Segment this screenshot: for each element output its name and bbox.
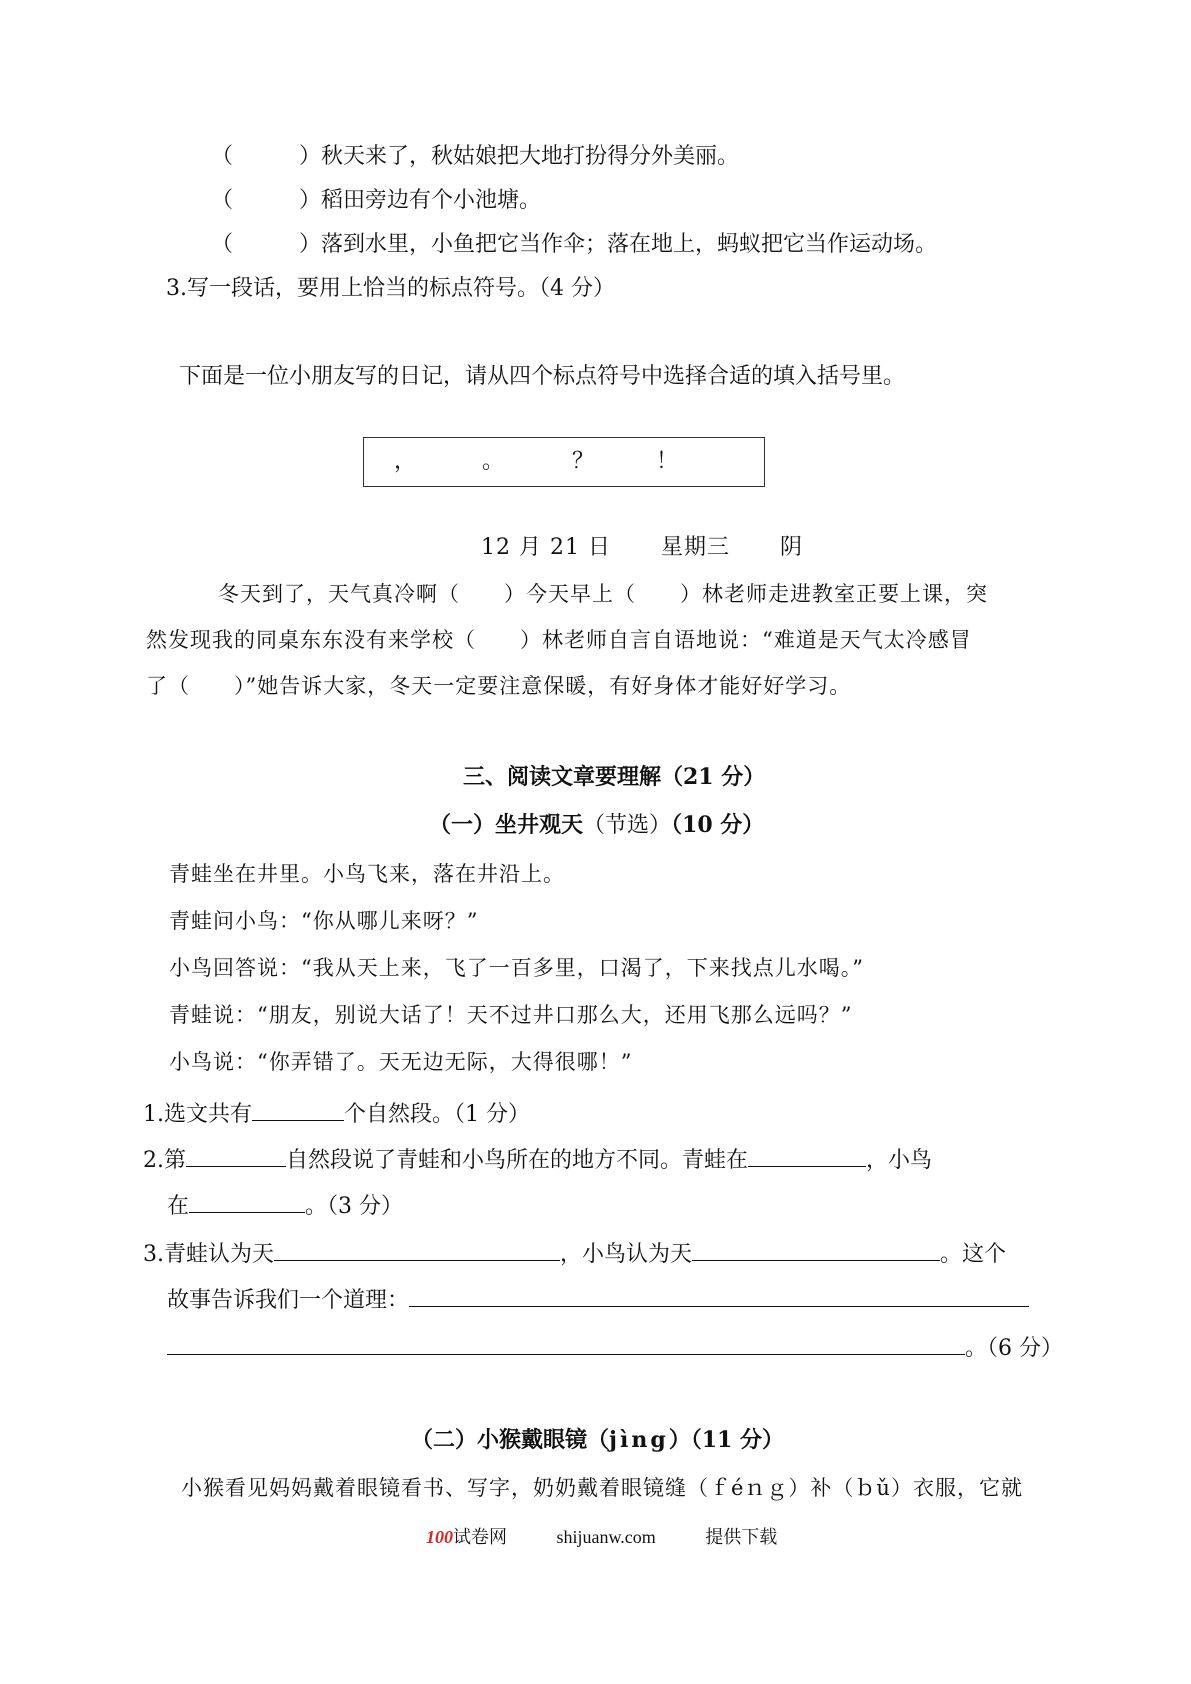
answer-blank[interactable] xyxy=(748,1142,866,1167)
mark-comma: ， xyxy=(394,449,417,474)
diary-line-1: 冬天到了，天气真冷啊（ ）今天早上（ ）林老师走进教室正要上课，突 xyxy=(218,582,988,606)
answer-paren[interactable]: （ ） xyxy=(211,144,322,169)
answer-blank[interactable] xyxy=(252,1096,344,1121)
diary-header: 12 月 21 日 星期三 阴 xyxy=(481,535,803,560)
passage-para-3: 小鸟回答说：“我从天上来，飞了一百多里，口渴了，下来找点儿水喝。” xyxy=(169,956,864,980)
question-3-cont: 故事告诉我们一个道理： xyxy=(167,1282,1029,1316)
punctuation-box xyxy=(363,437,765,487)
question-3: 3.青蛙认为天 ，小鸟认为天 。这个 xyxy=(143,1236,1006,1270)
answer-blank[interactable] xyxy=(167,1330,965,1355)
pinyin: jìng xyxy=(609,1427,669,1453)
question-2: 2.第 自然段说了青蛙和小鸟所在的地方不同。青蛙在 ，小鸟 xyxy=(143,1142,932,1176)
diary-line-3: 了（ ）”她告诉大家，冬天一定要注意保暖，有好身体才能好好学习。 xyxy=(146,674,852,698)
question-3-end: 。（6 分） xyxy=(167,1330,1063,1364)
answer-blank[interactable] xyxy=(692,1236,940,1261)
question-2-cont: 在 。（3 分） xyxy=(167,1188,403,1222)
answer-blank[interactable] xyxy=(409,1282,1029,1307)
section3-title: 三、阅读文章要理解（21 分） xyxy=(463,764,766,790)
passage-para-4: 青蛙说：“朋友，别说大话了！天不过井口那么大，还用飞那么远吗？” xyxy=(169,1003,853,1027)
part2-passage-line-1: 小猴看见妈妈戴着眼镜看书、写字，奶奶戴着眼镜缝（ｆéｎｇ）补（ｂǔ）衣服，它就 xyxy=(181,1476,1023,1500)
mark-question: ？ xyxy=(572,449,595,474)
answer-blank[interactable] xyxy=(189,1188,305,1213)
q2-item-3: （ ）落到水里，小鱼把它当作伞；落在地上，蚂蚁把它当作运动场。 xyxy=(211,232,938,257)
answer-blank[interactable] xyxy=(274,1236,560,1261)
site-logo: 100 xyxy=(426,1527,453,1547)
passage-para-2: 青蛙问小鸟：“你从哪儿来呀？” xyxy=(169,909,479,933)
q2-item-2: （ ）稻田旁边有个小池塘。 xyxy=(211,188,542,213)
question-1: 1.选文共有 个自然段。（1 分） xyxy=(143,1096,530,1130)
part1-title: （一）坐井观天（节选）（10 分） xyxy=(429,812,765,838)
answer-paren[interactable]: （ ） xyxy=(211,232,322,257)
mark-period: 。 xyxy=(482,449,505,474)
footer-watermark: 100试卷网 shijuanw.com 提供下载 xyxy=(426,1527,778,1548)
answer-paren[interactable]: （ ） xyxy=(211,188,322,213)
passage-para-1: 青蛙坐在井里。小鸟飞来，落在井沿上。 xyxy=(169,862,565,886)
q3-title: 3.写一段话，要用上恰当的标点符号。（4 分） xyxy=(166,276,615,301)
diary-line-2: 然发现我的同桌东东没有来学校（ ）林老师自言自语地说：“难道是天气太冷感冒 xyxy=(146,628,972,652)
q2-item-1: （ ）秋天来了，秋姑娘把大地打扮得分外美丽。 xyxy=(211,144,740,169)
mark-exclamation: ！ xyxy=(656,449,679,474)
site-url: shijuanw.com xyxy=(556,1527,656,1547)
passage-para-5: 小鸟说：“你弄错了。天无边无际，大得很哪！” xyxy=(169,1050,633,1074)
q3-instruction: 下面是一位小朋友写的日记，请从四个标点符号中选择合适的填入括号里。 xyxy=(179,364,906,389)
answer-blank[interactable] xyxy=(186,1142,286,1167)
part2-title: （二）小猴戴眼镜（jìng）（11 分） xyxy=(411,1427,784,1453)
